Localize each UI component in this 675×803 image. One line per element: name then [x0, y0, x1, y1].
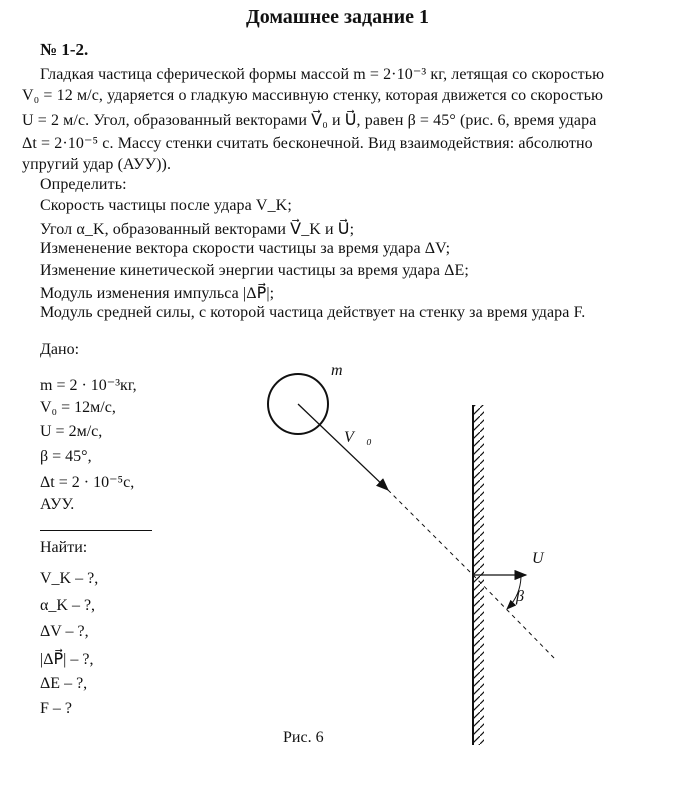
determine-item: Скорость частицы после удара V_K;	[40, 197, 292, 214]
statement-line: упругий удар (АУУ)).	[22, 156, 172, 173]
find-item: |ΔP⃗| – ?,	[40, 651, 94, 668]
given-item: АУУ.	[40, 496, 75, 513]
given-label: Дано:	[40, 341, 80, 358]
find-item: F – ?	[40, 700, 72, 717]
determine-item: Модуль изменения импульса |ΔP⃗|;	[40, 285, 275, 302]
statement-line: Гладкая частица сферической формы массой m = 2·10⁻³ кг, летящая со скоростью	[40, 66, 605, 83]
label-v0: V⃗₀	[344, 429, 372, 446]
find-item: α_K – ?,	[40, 597, 96, 614]
given-item: V₀ = 12м/с,	[40, 399, 116, 416]
given-item: U = 2м/с,	[40, 423, 103, 440]
statement-line: V₀ = 12 м/с, ударяется о гладкую массивную стенку, которая движется со скоростью	[22, 87, 604, 104]
trajectory-dashed	[388, 490, 473, 575]
find-item: V_K – ?,	[40, 570, 99, 587]
label-beta: β	[516, 588, 524, 605]
given-item: β = 45°,	[40, 448, 92, 465]
statement-line: Δt = 2·10⁻⁵ с. Массу стенки считать бесконечной. Вид взаимодействия: абсолютно	[22, 135, 593, 152]
given-item: m = 2 · 10⁻³кг,	[40, 377, 137, 394]
find-item: ΔV – ?,	[40, 623, 89, 640]
reflection-dashed	[473, 575, 556, 660]
given-item: Δt = 2 · 10⁻⁵с,	[40, 474, 135, 491]
determine-item: Модуль средней силы, с которой частица действует на стенку за время удара F.	[40, 304, 586, 321]
v0-arrow	[298, 404, 388, 490]
find-label: Найти:	[40, 539, 88, 556]
find-item: ΔE – ?,	[40, 675, 88, 692]
problem-number: № 1-2.	[40, 40, 89, 59]
page-title: Домашнее задание 1	[245, 6, 430, 28]
determine-item: Изменение кинетической энергии частицы за время удара ΔE;	[40, 262, 469, 279]
determine-item: Измененение вектора скорости частицы за время удара ΔV;	[40, 240, 451, 257]
label-m: m	[331, 362, 343, 379]
figure-caption: Рис. 6	[283, 729, 324, 746]
label-u: U⃗	[532, 550, 556, 567]
determine-label: Определить:	[40, 176, 127, 193]
statement-line: U = 2 м/с. Угол, образованный векторами V⃗₀ и U⃗, равен β = 45° (рис. 6, время удара	[22, 112, 597, 129]
determine-item: Угол α_K, образованный векторами V⃗_K и U⃗;	[40, 221, 355, 238]
